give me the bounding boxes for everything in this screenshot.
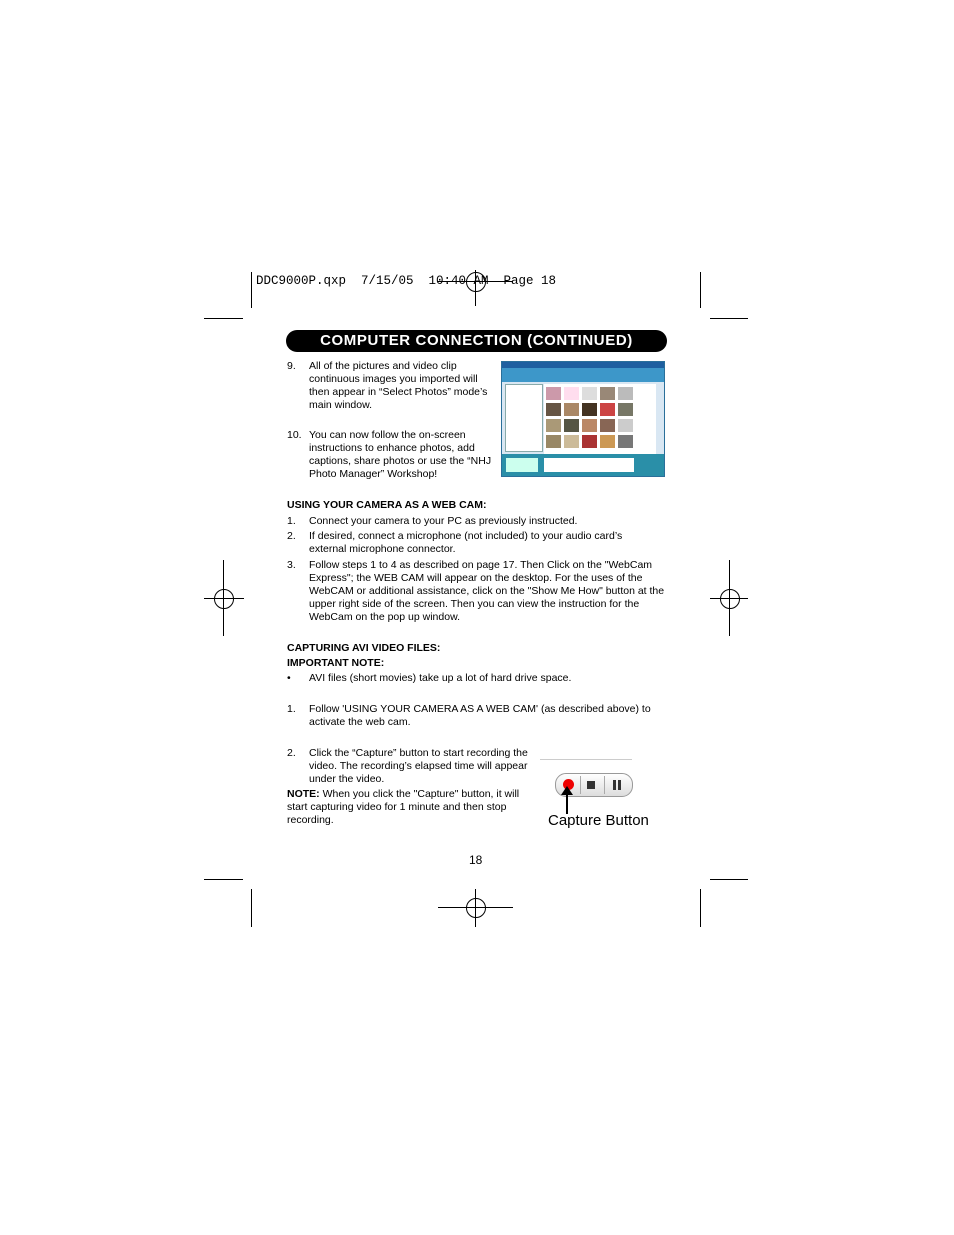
note-label: NOTE: — [287, 788, 320, 800]
step-number: 2. — [287, 747, 296, 759]
page-number: 18 — [469, 853, 483, 867]
crop-mark — [251, 889, 252, 927]
step-text: Connect your camera to your PC as previously instructed. — [309, 515, 578, 527]
step-text: Follow steps 1 to 4 as described on page 17. Then Click on the "WebCam Express"; the WEB CAM will appear on the desktop. For the uses of the WebCAM or additional assistance, click on the "Show Me How" button at the upper right side of the screen. Then you can view the instruction for the WebCam on the pop up window. — [309, 559, 665, 623]
divider — [580, 776, 581, 794]
step-number: 3. — [287, 559, 296, 571]
note-paragraph — [287, 788, 537, 827]
crop-mark — [251, 272, 252, 308]
bullet-text: AVI files (short movies) take up a lot of hard drive space. — [309, 672, 572, 684]
registration-mark — [466, 898, 486, 918]
registration-mark — [720, 589, 740, 609]
arrow-shaft — [566, 792, 568, 814]
step-number: 10. — [287, 429, 302, 441]
crop-mark — [204, 318, 243, 319]
bullet-mark: • — [287, 672, 291, 684]
divider — [604, 776, 605, 794]
capture-button-label: Capture Button — [548, 812, 649, 829]
photo-manager-screenshot — [501, 361, 665, 477]
step-text: You can now follow the on-screen instructions to enhance photos, add captions, share photos or use the “NHJ Photo Manager” Workshop! — [309, 429, 492, 480]
step-number: 2. — [287, 530, 296, 542]
note-text: When you click the "Capture" button, it will start capturing video for 1 minute and then stop recording. — [287, 788, 520, 826]
step-text: Follow 'USING YOUR CAMERA AS A WEB CAM' (as described above) to activate the web cam. — [309, 703, 651, 728]
file-slug: DDC9000P.qxp 7/15/05 10:40 AM Page 18 — [256, 274, 557, 288]
crop-mark — [710, 879, 748, 880]
crop-mark — [710, 318, 748, 319]
section-heading: CAPTURING AVI VIDEO FILES: — [287, 642, 441, 654]
step-text: If desired, connect a microphone (not included) to your audio card’s external microphone connector. — [309, 530, 623, 555]
registration-mark — [214, 589, 234, 609]
step-number: 9. — [287, 360, 296, 372]
step-text: Click the “Capture” button to start recording the video. The recording’s elapsed time will appear under the video. — [309, 747, 528, 785]
stop-icon — [587, 781, 595, 789]
pause-icon — [613, 780, 616, 790]
crop-mark — [700, 889, 701, 927]
step-number: 1. — [287, 703, 296, 715]
pause-icon — [618, 780, 621, 790]
section-heading: USING YOUR CAMERA AS A WEB CAM: — [287, 499, 487, 511]
crop-mark — [204, 879, 243, 880]
crop-mark — [700, 272, 701, 308]
divider — [540, 759, 632, 760]
step-number: 1. — [287, 515, 296, 527]
important-note-label: IMPORTANT NOTE: — [287, 657, 385, 669]
step-text: All of the pictures and video clip continuous images you imported will then appear in “Select Photos” mode’s main window. — [309, 360, 488, 411]
section-banner: COMPUTER CONNECTION (CONTINUED) — [286, 330, 667, 352]
